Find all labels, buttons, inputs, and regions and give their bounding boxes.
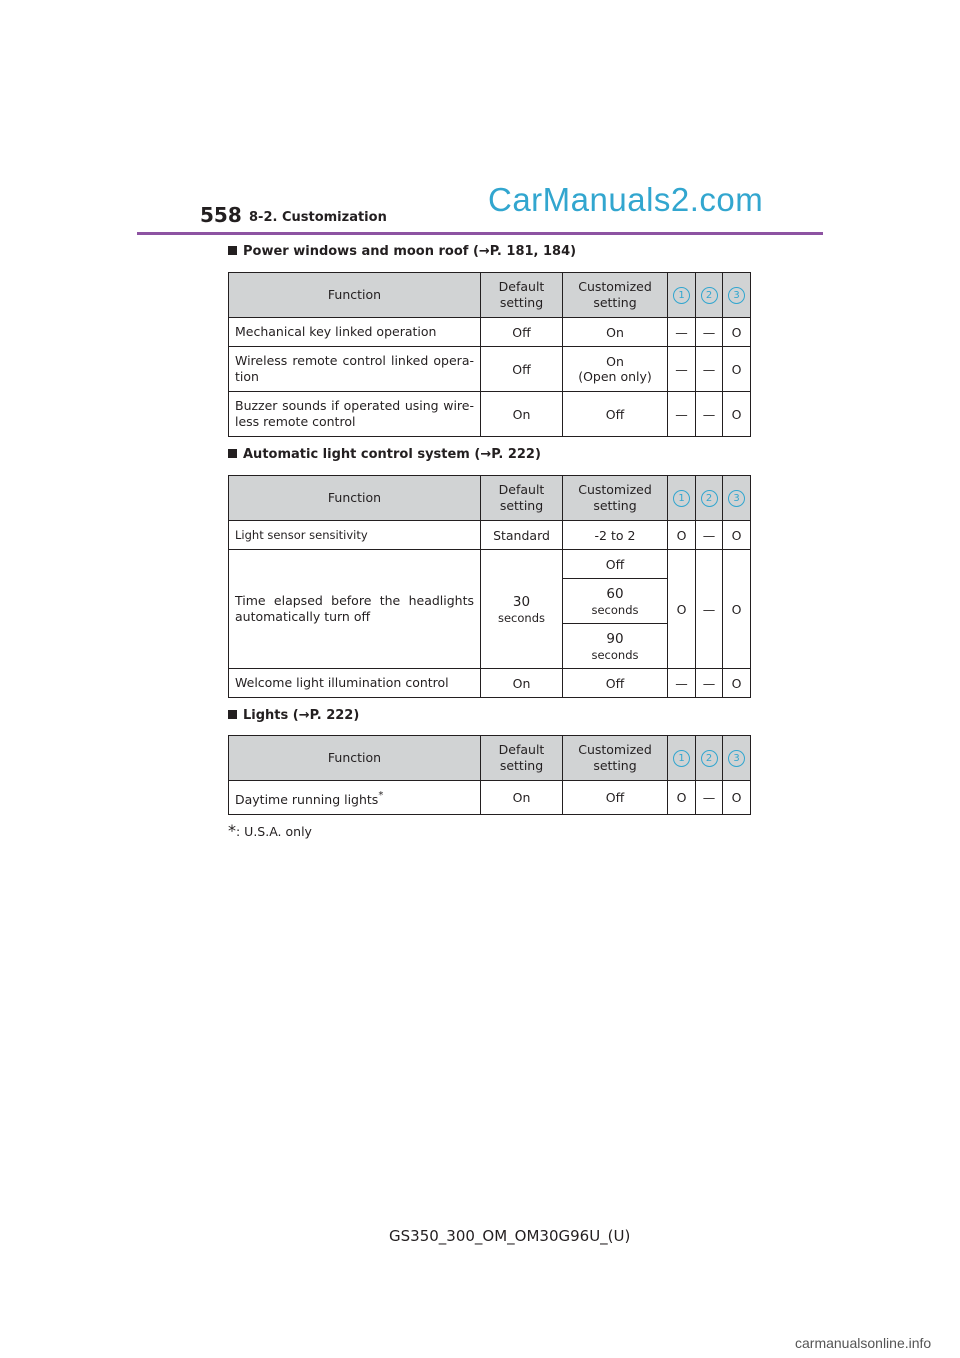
- function-cell: Light sensor sensitivity: [229, 521, 481, 550]
- col3-cell: O: [723, 669, 751, 698]
- default-cell: Off: [481, 347, 563, 392]
- table-row: [229, 550, 751, 579]
- customized-cell: On (Open only): [563, 347, 668, 392]
- default-cell: On: [481, 392, 563, 437]
- header-col-2: [696, 273, 723, 318]
- header-function: Function: [229, 273, 481, 318]
- table-header-row: [229, 736, 751, 781]
- header-default: Default setting: [481, 736, 563, 781]
- watermark-logo: CarManuals2.com: [488, 181, 764, 218]
- col3-cell: O: [723, 392, 751, 437]
- page-number: 558: [200, 203, 242, 227]
- customized-option-90: 90 seconds: [563, 624, 668, 669]
- header-customized: Customized setting: [563, 736, 668, 781]
- table-row: [229, 347, 751, 392]
- header-function: Function: [229, 736, 481, 781]
- header-col-1: [668, 736, 696, 781]
- customized-cell: Off: [563, 781, 668, 815]
- circled-3-icon: 3: [728, 750, 745, 767]
- header-default: Default setting: [481, 476, 563, 521]
- table-header-row: [229, 273, 751, 318]
- footer-watermark: carmanualsonline.info: [795, 1335, 932, 1351]
- col2-cell: —: [696, 521, 723, 550]
- circled-2-icon: 2: [701, 287, 718, 304]
- col3-cell: O: [723, 781, 751, 815]
- chapter-title: 8-2. Customization: [249, 210, 387, 225]
- header-col-3: [723, 736, 751, 781]
- col2-cell: —: [696, 781, 723, 815]
- circled-1-icon: 1: [673, 490, 690, 507]
- table-row: [229, 669, 751, 698]
- circled-3-icon: 3: [728, 287, 745, 304]
- header-col-3: [723, 273, 751, 318]
- col2-cell: —: [696, 392, 723, 437]
- col1-cell: —: [668, 669, 696, 698]
- circled-2-icon: 2: [701, 750, 718, 767]
- function-cell: Buzzer sounds if operated using wire- less remote control: [229, 392, 481, 437]
- circled-1-icon: 1: [673, 750, 690, 767]
- header-col-2: [696, 476, 723, 521]
- table-row: [229, 318, 751, 347]
- col3-cell: O: [723, 318, 751, 347]
- default-cell: On: [481, 669, 563, 698]
- default-cell: On: [481, 781, 563, 815]
- automatic-light-table: [228, 475, 751, 698]
- header-col-2: [696, 736, 723, 781]
- square-bullet-icon: [228, 449, 237, 458]
- header-function: Function: [229, 476, 481, 521]
- table-header-row: [229, 476, 751, 521]
- table-row: [229, 392, 751, 437]
- function-cell: Time elapsed before the headlights automatically turn off: [229, 550, 481, 669]
- customized-cell: Off: [563, 392, 668, 437]
- col2-cell: —: [696, 318, 723, 347]
- section-title-automatic-light: Automatic light control system (→P. 222): [228, 447, 541, 462]
- function-cell: Wireless remote control linked opera- tion: [229, 347, 481, 392]
- col1-cell: —: [668, 392, 696, 437]
- customized-cell: -2 to 2: [563, 521, 668, 550]
- header-col-1: [668, 476, 696, 521]
- section-title-power-windows: Power windows and moon roof (→P. 181, 184): [228, 244, 576, 259]
- power-windows-table: [228, 272, 751, 437]
- col3-cell: O: [723, 521, 751, 550]
- col2-cell: —: [696, 550, 723, 669]
- header-divider: [137, 232, 823, 235]
- header-col-3: [723, 476, 751, 521]
- customized-cell: On: [563, 318, 668, 347]
- header-customized: Customized setting: [563, 273, 668, 318]
- col2-cell: —: [696, 669, 723, 698]
- section-title-lights: Lights (→P. 222): [228, 708, 359, 723]
- footnote: *: U.S.A. only: [228, 821, 312, 840]
- col2-cell: —: [696, 347, 723, 392]
- header-col-1: [668, 273, 696, 318]
- default-cell: Standard: [481, 521, 563, 550]
- col1-cell: —: [668, 347, 696, 392]
- function-cell: Mechanical key linked operation: [229, 318, 481, 347]
- customized-option-60: 60 seconds: [563, 579, 668, 624]
- col1-cell: —: [668, 318, 696, 347]
- footnote-marker: *: [378, 789, 384, 801]
- square-bullet-icon: [228, 246, 237, 255]
- document-id: GS350_300_OM_OM30G96U_(U): [389, 1227, 631, 1245]
- customized-cell: Off: [563, 669, 668, 698]
- col1-cell: O: [668, 781, 696, 815]
- table-row: [229, 521, 751, 550]
- circled-2-icon: 2: [701, 490, 718, 507]
- function-cell: Welcome light illumination control: [229, 669, 481, 698]
- customized-option-off: Off: [563, 550, 668, 579]
- default-cell: Off: [481, 318, 563, 347]
- header-default: Default setting: [481, 273, 563, 318]
- header-customized: Customized setting: [563, 476, 668, 521]
- function-cell: Daytime running lights*: [229, 781, 481, 815]
- table-row: [229, 781, 751, 815]
- circled-3-icon: 3: [728, 490, 745, 507]
- default-cell: 30 seconds: [481, 550, 563, 669]
- col3-cell: O: [723, 347, 751, 392]
- square-bullet-icon: [228, 710, 237, 719]
- col1-cell: O: [668, 550, 696, 669]
- circled-1-icon: 1: [673, 287, 690, 304]
- lights-table: [228, 735, 751, 815]
- col3-cell: O: [723, 550, 751, 669]
- col1-cell: O: [668, 521, 696, 550]
